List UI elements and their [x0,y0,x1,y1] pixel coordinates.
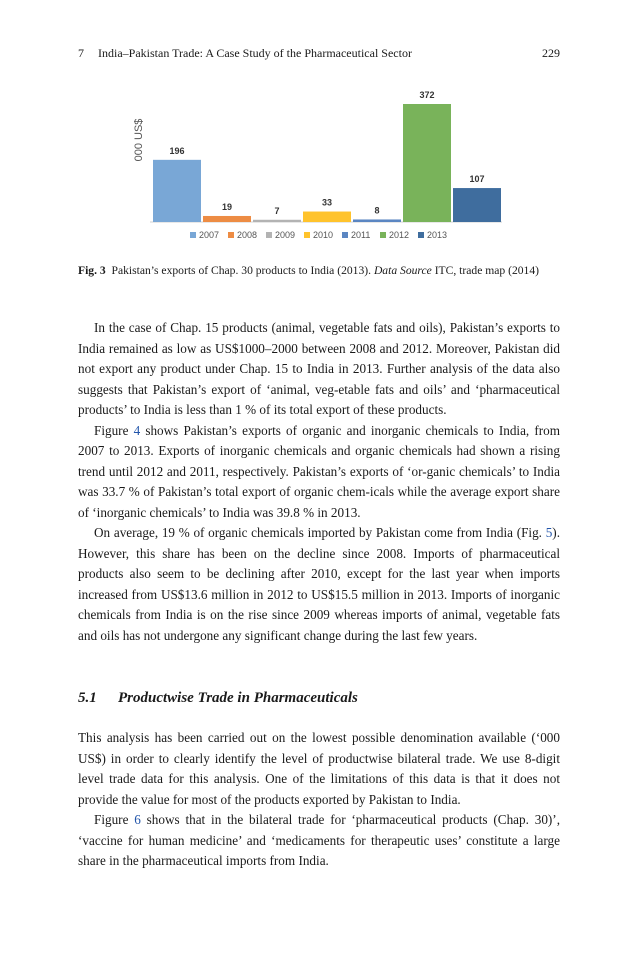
bar-2013 [453,188,501,222]
legend-swatch-2010 [304,232,310,238]
body-section-1 [78,318,560,646]
paragraph: Figure 6 shows that in the bilateral trade for ‘pharmaceutical products (Chap. 30)’, ‘vaccine for human medicine’ and ‘medicaments for therapeutic uses’ constitute a large share in the pharmaceutical imports from India. [78,812,560,868]
running-title: India–Pakistan Trade: A Case Study of the Pharmaceutical Sector [98,46,412,60]
section-heading [78,690,560,707]
legend-swatch-2013 [418,232,424,238]
bar-2012 [403,104,451,222]
bar-2010 [303,212,351,222]
legend-swatch-2012 [380,232,386,238]
data-label-2010: 33 [321,197,333,208]
caption-source-label: Data Source [373,264,432,277]
data-label-2011: 8 [374,205,380,216]
chapter-number: 7 [78,46,84,60]
bar-2008 [203,216,251,222]
paragraph: Figure 4 shows Pakistan’s exports of organic and inorganic chemicals to India, from 2007 to 2013. Exports of inorganic chemicals and organic chemicals had shown a rising trend until 2012 and 2011, respectively. Pakistan’s exports of ‘or-ganic chemicals’ to India was 33.7 % of Pakistan’s total export of organic chem-icals while the average export share of ‘inorganic chemicals’ to India was 39.8 % in 2013. [78,422,561,520]
bar-2011 [353,219,401,222]
legend-swatch-2008 [228,232,234,238]
data-label-2007: 196 [169,145,185,156]
legend-label-2009: 2009 [275,230,296,240]
data-label-2009: 7 [274,205,280,216]
paragraph: This analysis has been carried out on the lowest possible denomination available (‘000 US$) in order to clearly identify the level of productwise bilateral trade. We use 8-digit level trade data for this analysis. One of the limitations of this data is that it does not provide the value for most of the products exported by Pakistan to India. [78,730,560,807]
data-label-2008: 19 [221,201,233,212]
legend-label-2012: 2012 [389,230,410,240]
figure-4-link[interactable]: 4 [133,422,141,438]
body-section-2 [78,728,560,872]
bar-2009 [253,220,301,222]
figure-6-link[interactable]: 6 [134,812,141,827]
paragraph: In the case of Chap. 15 products (animal, vegetable fats and oils), Pakistan’s exports to India remained as low as US$1000–2000 between 2008 and 2012. Moreover, Pakistan did not export any product under Chap. 15 to India in 2013. Further analysis of the data also suggests that Pakistan’s export of ‘animal, veg-etable fats and oils’ and ‘pharmaceutical products’ to India is less than 1 % of its total export of these products. [78,320,560,417]
legend-label-2011: 2011 [351,230,371,240]
legend-label-2008: 2008 [237,230,258,240]
legend-label-2007: 2007 [199,230,220,240]
caption-text: Pakistan’s exports of Chap. 30 products to India (2013). [111,264,374,277]
legend-swatch-2011 [342,232,348,238]
legend-swatch-2007 [190,232,196,238]
figure-caption [78,262,560,279]
legend-label-2013: 2013 [427,230,448,240]
export-bar-chart [110,80,520,252]
paragraph: On average, 19 % of organic chemicals imported by Pakistan come from India (Fig. 5). However, this share has been on the decline since 2008. Imports of pharmaceutical products also seem to be declining after 2010, except for the last year when imports increased from US$13.6 million in 2012 to US$15.5 million in 2013. Imports of inorganic chemicals from India is on the rise since 2009 whereas imports of animal, vegetable fats and oils has not undergone any significant change during the last few years. [78,525,560,643]
section-title: Productwise Trade in Pharmaceuticals [118,690,358,706]
data-label-2013: 107 [469,174,485,185]
data-label-2012: 372 [419,90,435,100]
figure-5-link[interactable]: 5 [545,525,553,540]
y-axis-label: 000 US$ [133,118,145,162]
caption-source-text: ITC, trade map (2014) [431,264,540,277]
bar-2007 [153,160,201,222]
legend-swatch-2009 [266,232,272,238]
figure-label: Fig. 3 [78,264,106,277]
legend-label-2010: 2010 [313,230,334,240]
running-header [78,46,560,64]
page-number: 229 [542,46,560,60]
section-number: 5.1 [78,690,97,706]
